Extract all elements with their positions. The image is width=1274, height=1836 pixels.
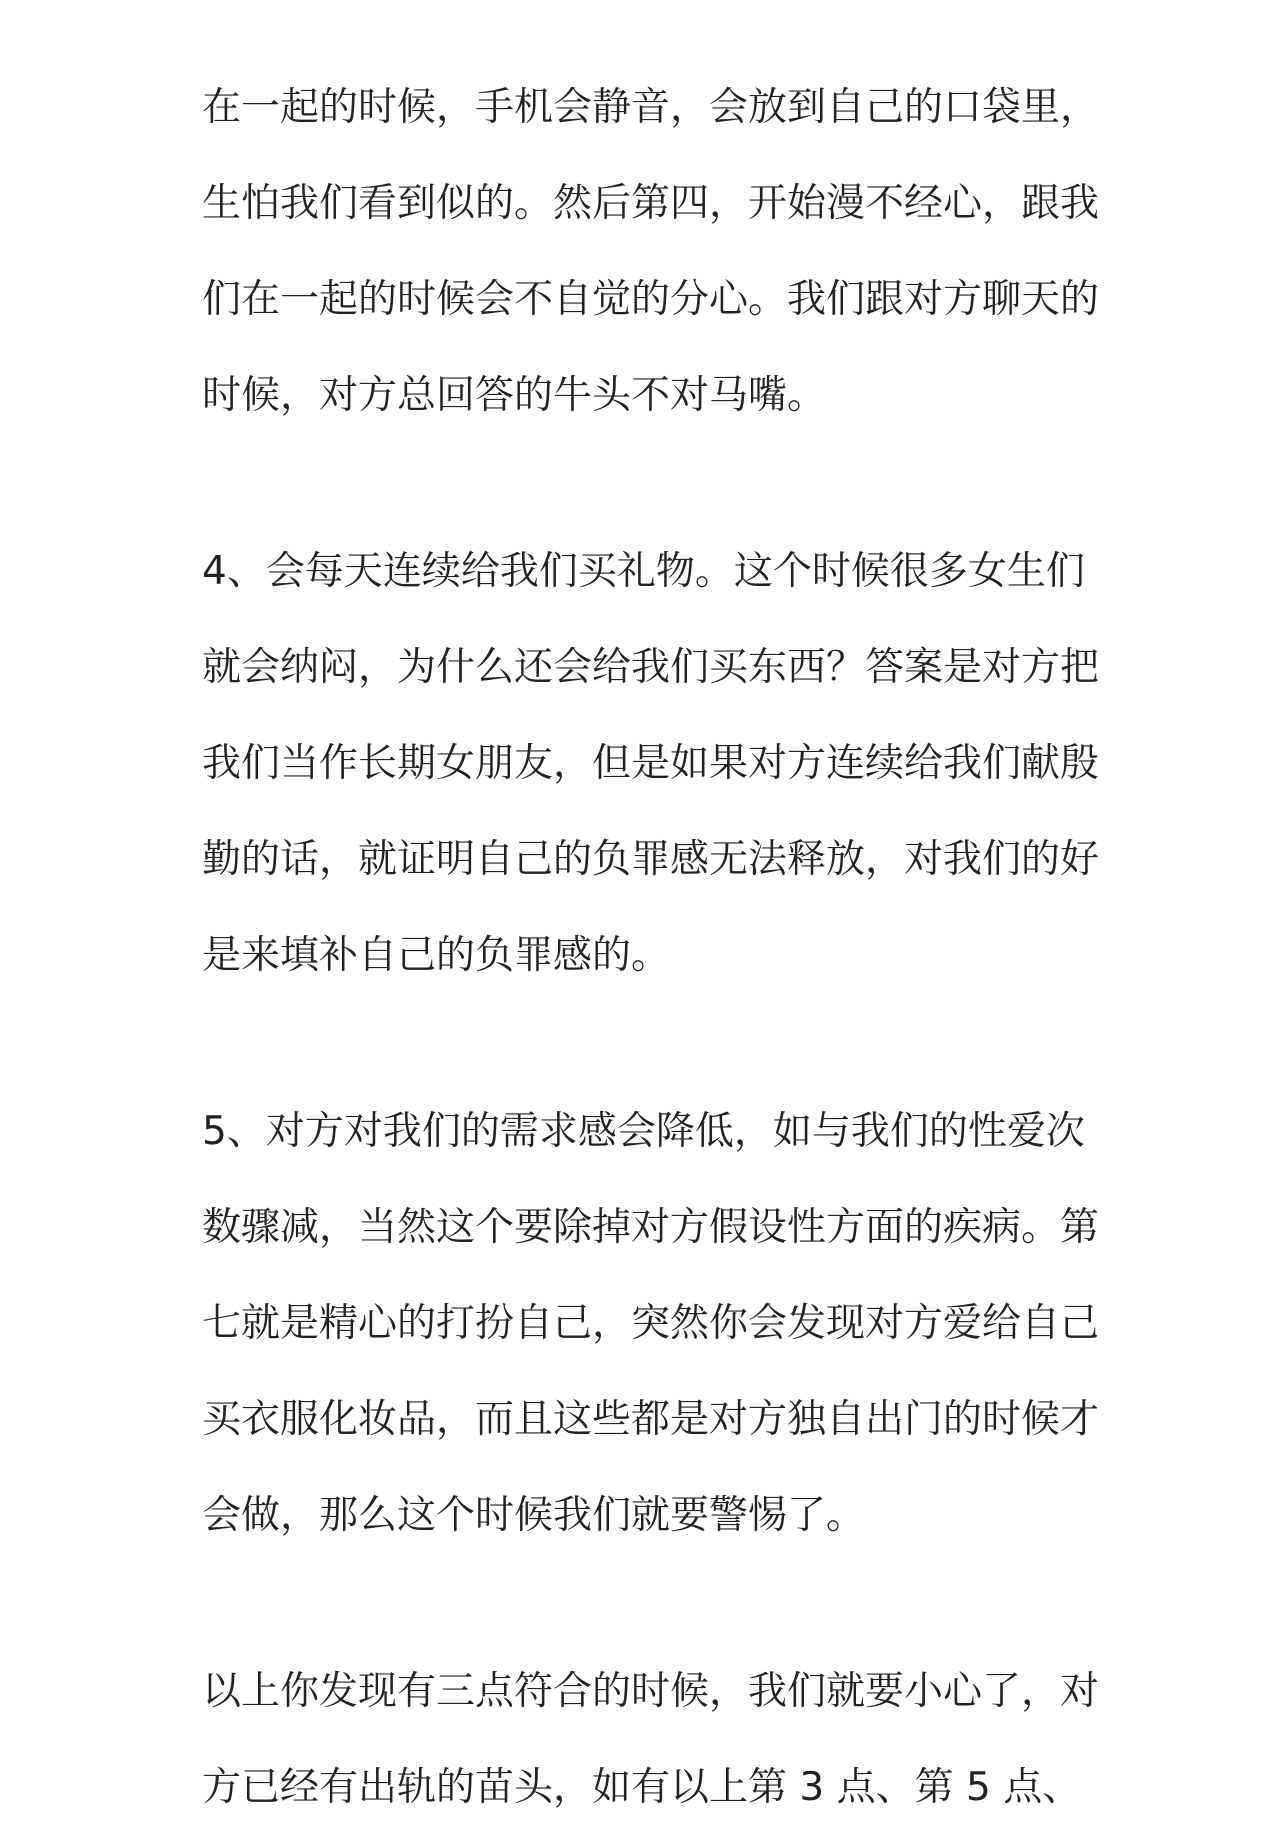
text-line: 七就是精心的打扮自己，突然你会发现对方爱给自己: [202, 1301, 1100, 1346]
text-line: 在一起的时候，手机会静音，会放到自己的口袋里，: [202, 85, 1100, 130]
text-line: 时候，对方总回答的牛头不对马嘴。: [202, 373, 827, 418]
text-line: 5、对方对我们的需求感会降低，如与我们的性爱次: [202, 1109, 1085, 1154]
paragraph-3: [202, 1084, 1100, 1564]
paragraph-4: [202, 1644, 1100, 1836]
text-line: 生怕我们看到似的。然后第四，开始漫不经心，跟我: [202, 181, 1100, 226]
text-line: 们在一起的时候会不自觉的分心。我们跟对方聊天的: [202, 277, 1100, 322]
text-line: 方已经有出轨的苗头，如有以上第 3 点、第 5 点、: [202, 1765, 1082, 1810]
text-line: 是来填补自己的负罪感的。: [202, 933, 671, 978]
article-body: [202, 60, 1100, 1836]
text-line: 4、会每天连续给我们买礼物。这个时候很多女生们: [202, 549, 1085, 594]
text-line: 买衣服化妆品，而且这些都是对方独自出门的时候才: [202, 1397, 1100, 1442]
paragraph-2: [202, 524, 1100, 1004]
text-line: 就会纳闷，为什么还会给我们买东西？答案是对方把: [202, 645, 1100, 690]
text-line: 数骤减，当然这个要除掉对方假设性方面的疾病。第: [202, 1205, 1100, 1250]
text-line: 会做，那么这个时候我们就要警惕了。: [202, 1493, 866, 1538]
paragraph-1: [202, 60, 1100, 444]
text-line: 以上你发现有三点符合的时候，我们就要小心了，对: [202, 1669, 1100, 1714]
text-line: 我们当作长期女朋友，但是如果对方连续给我们献殷: [202, 741, 1100, 786]
text-line: 勤的话，就证明自己的负罪感无法释放，对我们的好: [202, 837, 1100, 882]
